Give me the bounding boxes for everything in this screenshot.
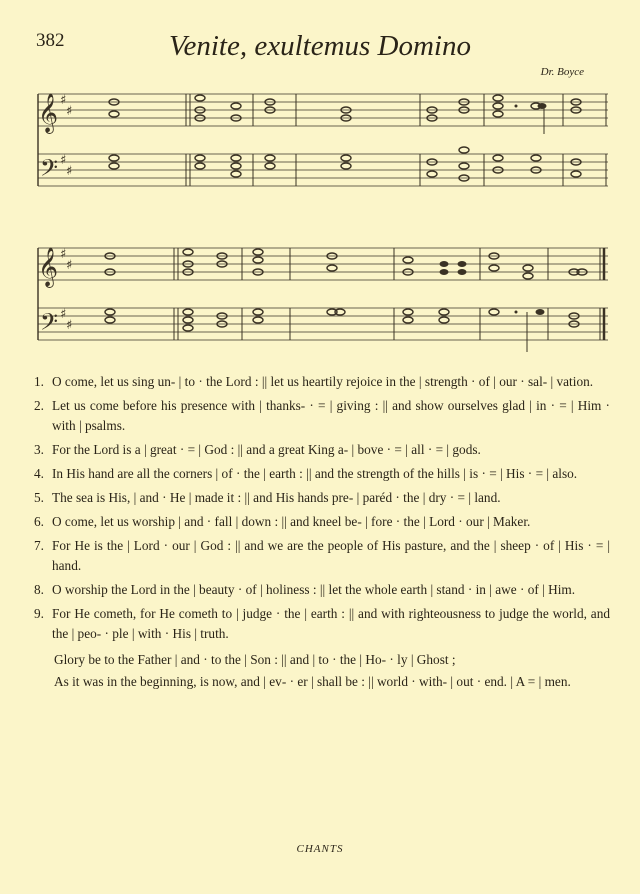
treble-clef-icon: 𝄞	[38, 247, 59, 287]
verse	[34, 580, 610, 600]
page-title: Venite, exultemus Domino	[168, 30, 471, 62]
verse-number: 7.	[34, 538, 44, 553]
verse-text: O worship the Lord in the | beauty · of | holiness : || let the whole earth | stand · in | awe · of | Him.	[52, 582, 576, 597]
verse-text: In His hand are all the corners | of · the | earth : || and the strength of the hills | is · = | His · = | also.	[52, 466, 578, 481]
doxology-line-1: Glory be to the Father | and · to the | Son : || and | to · the | Ho- · ly | Ghost ;	[54, 652, 456, 667]
sharp-icon: ♯	[60, 153, 67, 168]
staff-bass-2	[38, 308, 608, 340]
music-score	[0, 84, 640, 354]
bass-clef-icon: 𝄢	[40, 154, 59, 187]
sharp-icon: ♯	[66, 318, 73, 333]
verse-number: 1.	[34, 374, 44, 389]
sharp-icon: ♯	[60, 307, 67, 322]
sharp-icon: ♯	[66, 258, 73, 273]
verse-text: For He cometh, for He cometh to | judge · the | earth : || and with righteousness to judge the world, and the | peo- · ple | with · His | truth.	[52, 606, 610, 641]
quarter-notes	[440, 103, 547, 315]
verse	[34, 488, 610, 508]
verse-number: 8.	[34, 582, 44, 597]
verse-number: 3.	[34, 442, 44, 457]
verse-number: 6.	[34, 514, 44, 529]
verse	[34, 372, 610, 392]
verse-text: O come, let us worship | and · fall | down : || and kneel be- | fore · the | Lord · our | Maker.	[52, 514, 531, 529]
verse-number: 4.	[34, 466, 44, 481]
staff-treble-1	[38, 94, 608, 126]
sharp-icon: ♯	[60, 247, 67, 262]
verse-text: The sea is His, | and · He | made it : || and His hands pre- | paréd · the | dry · = | land.	[52, 490, 501, 505]
sharp-icon: ♯	[66, 104, 73, 119]
verse-text: For He is the | Lord · our | God : || and we are the people of His pasture, and the | sheep · of | His · = | hand.	[52, 538, 610, 573]
verse	[34, 396, 610, 436]
verse	[34, 604, 610, 644]
verse-text: O come, let us sing un- | to · the Lord : || let us heartily rejoice in the | strength · of | our · sal- | vation.	[52, 374, 594, 389]
page-number: 382	[36, 30, 65, 51]
verses	[34, 372, 610, 692]
verse-text: Let us come before his presence with | thanks- · = | giving : || and show ourselves glad | in · = | Him · with | psalms.	[52, 398, 610, 433]
verse-number: 9.	[34, 606, 44, 621]
page-footer: CHANTS	[296, 843, 344, 855]
bass-clef-icon: 𝄢	[40, 308, 59, 341]
verse	[34, 536, 610, 576]
notes	[105, 95, 587, 331]
verse	[34, 440, 610, 460]
verse	[34, 464, 610, 484]
composer-credit: Dr. Boyce	[540, 66, 584, 78]
treble-clef-icon: 𝄞	[38, 93, 59, 133]
sharp-icon: ♯	[60, 93, 67, 108]
staff-bass-1	[38, 154, 608, 186]
verse-text: For the Lord is a | great · = | God : || and a great King a- | bove · = | all · = | gods.	[52, 442, 481, 457]
verse-number: 2.	[34, 398, 44, 413]
verse-number: 5.	[34, 490, 44, 505]
sharp-icon: ♯	[66, 164, 73, 179]
verse	[34, 512, 610, 532]
doxology-line-2: As it was in the beginning, is now, and | ev- · er | shall be : || world · with- | out · end. | A = | men.	[54, 674, 571, 689]
